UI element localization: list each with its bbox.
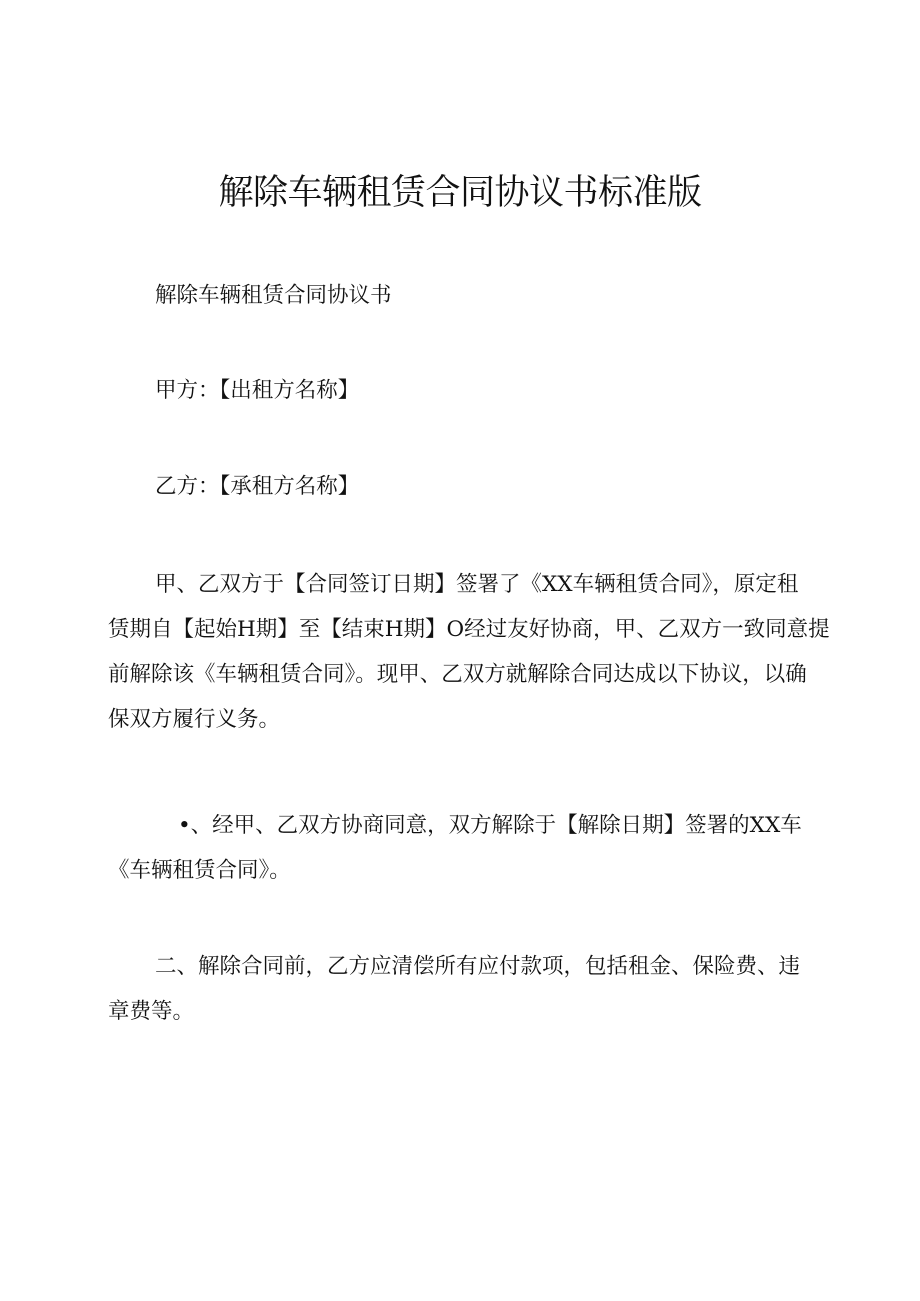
clause-2-line: 章费等。 bbox=[108, 999, 195, 1024]
clause-1-paragraph bbox=[108, 803, 802, 893]
clause-1-line: •、经甲、乙双方协商同意，双方解除于【解除日期】签署的XX车 bbox=[178, 813, 802, 838]
intro-line: 赁期自【起始H期】至【结束H期】O经过友好协商，甲、乙双方一致同意提 bbox=[108, 617, 830, 642]
clause-1-line: 《车辆租赁合同》。 bbox=[108, 858, 291, 883]
document-title: 解除车辆租赁合同协议书标准版 bbox=[218, 173, 702, 213]
party-a-line: 甲方：【出租方名称】 bbox=[155, 378, 360, 403]
intro-line: 前解除该《车辆租赁合同》。现甲、乙双方就解除合同达成以下协议，以确 bbox=[108, 662, 807, 687]
clause-2-line: 二、解除合同前，乙方应清偿所有应付款项，包括租金、保险费、违 bbox=[155, 954, 801, 979]
clause-2-paragraph bbox=[108, 944, 800, 1034]
intro-line: 保双方履行义务。 bbox=[108, 707, 281, 732]
document-subtitle: 解除车辆租赁合同协议书 bbox=[155, 283, 392, 308]
intro-line: 甲、乙双方于【合同签订日期】签署了《XX车辆租赁合同》，原定租 bbox=[155, 572, 799, 597]
intro-paragraph bbox=[108, 562, 830, 742]
party-b-line: 乙方：【承租方名称】 bbox=[155, 474, 360, 499]
